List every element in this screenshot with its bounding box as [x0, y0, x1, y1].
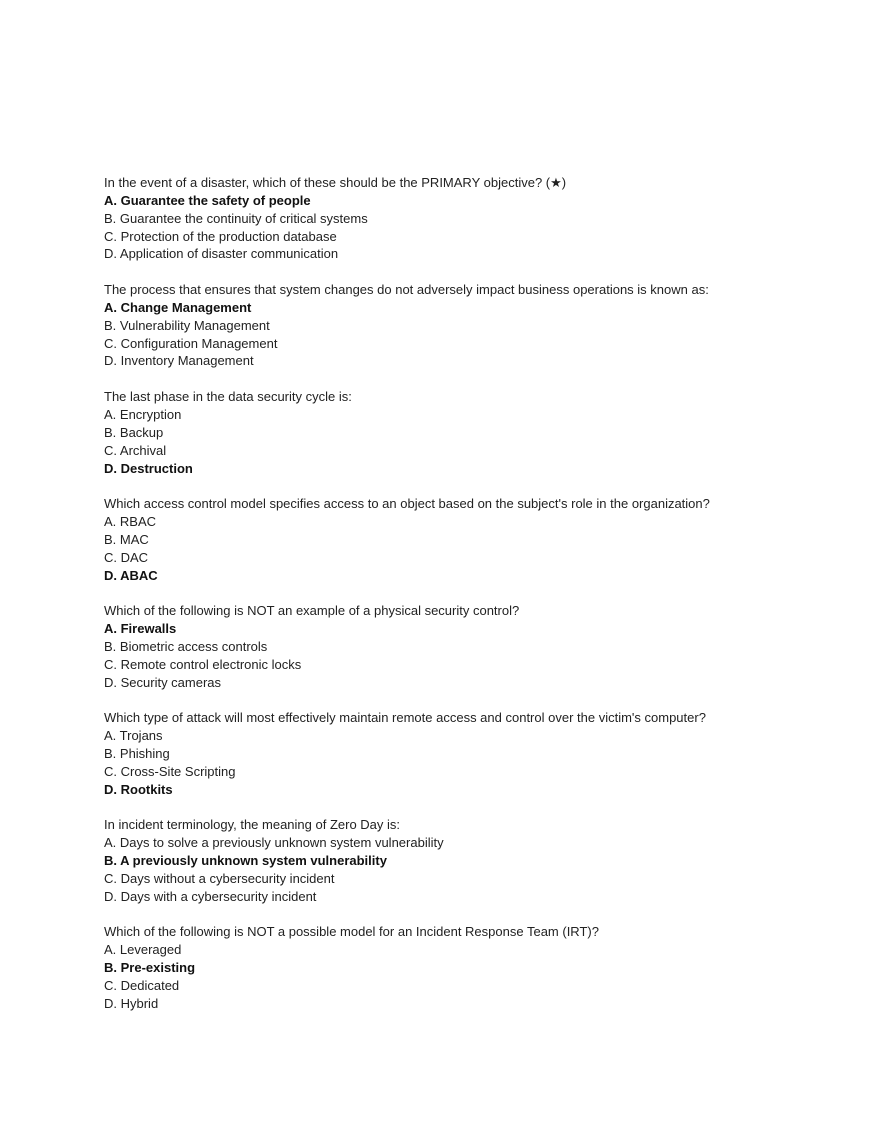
answer-option: C. Protection of the production database: [104, 228, 337, 244]
answer-option: D. Security cameras: [104, 674, 222, 690]
question-block: [104, 174, 710, 263]
answer-option: D. Hybrid: [104, 995, 159, 1011]
answer-option: D. Days with a cybersecurity incident: [104, 888, 317, 904]
answer-option: C. Dedicated: [104, 977, 180, 993]
question-text: In the event of a disaster, which of these should be the PRIMARY objective? (★): [104, 175, 567, 190]
answer-option: B. Guarantee the continuity of critical systems: [104, 210, 368, 226]
answer-option: C. Archival: [104, 442, 167, 458]
answer-option: C. Remote control electronic locks: [104, 656, 302, 672]
answer-option: D. Application of disaster communication: [104, 246, 339, 262]
answer-option: B. Biometric access controls: [104, 638, 268, 654]
answer-option: B. MAC: [104, 531, 149, 547]
answer-option: B. Vulnerability Management: [104, 317, 270, 333]
answer-option: B. Phishing: [104, 746, 170, 761]
question-block: [104, 602, 710, 691]
correct-answer-option: B. A previously unknown system vulnerability: [104, 853, 387, 869]
question-text: Which of the following is NOT a possible model for an Incident Response Team (IRT)?: [104, 924, 599, 940]
correct-answer-option: D. Destruction: [104, 460, 193, 476]
answer-option: A. Leveraged: [104, 942, 182, 958]
answer-option: C. Cross-Site Scripting: [104, 763, 236, 779]
question-block: [104, 388, 710, 477]
question-block: [104, 281, 710, 370]
question-block: [104, 495, 710, 584]
question-text: The last phase in the data security cycle is:: [104, 389, 352, 405]
question-block: [104, 923, 710, 1012]
correct-answer-option: D. Rootkits: [104, 781, 173, 797]
answer-option: A. Encryption: [104, 406, 182, 422]
question-text: Which access control model specifies access to an object based on the subject's role in the organization?: [104, 496, 710, 512]
correct-answer-option: A. Firewalls: [104, 621, 177, 637]
question-text: Which type of attack will most effectively maintain remote access and control over the victim's computer?: [104, 710, 706, 726]
correct-answer-option: B. Pre-existing: [104, 960, 196, 976]
question-block: [104, 709, 710, 798]
question-block: [104, 816, 710, 905]
answer-option: D. Inventory Management: [104, 353, 254, 369]
answer-option: A. Days to solve a previously unknown system vulnerability: [104, 835, 444, 851]
answer-option: C. Days without a cybersecurity incident: [104, 870, 335, 886]
question-text: Which of the following is NOT an example of a physical security control?: [104, 603, 520, 619]
answer-option: C. Configuration Management: [104, 335, 278, 351]
correct-answer-option: A. Guarantee the safety of people: [104, 192, 311, 208]
question-text: The process that ensures that system changes do not adversely impact business operations is known as:: [104, 282, 709, 298]
answer-option: C. DAC: [104, 549, 149, 565]
correct-answer-option: D. ABAC: [104, 567, 158, 583]
answer-option: A. Trojans: [104, 728, 163, 744]
answer-option: A. RBAC: [104, 514, 157, 530]
question-text: In incident terminology, the meaning of Zero Day is:: [104, 817, 401, 833]
quiz-document: [104, 174, 710, 1031]
correct-answer-option: A. Change Management: [104, 299, 252, 315]
answer-option: B. Backup: [104, 424, 164, 440]
